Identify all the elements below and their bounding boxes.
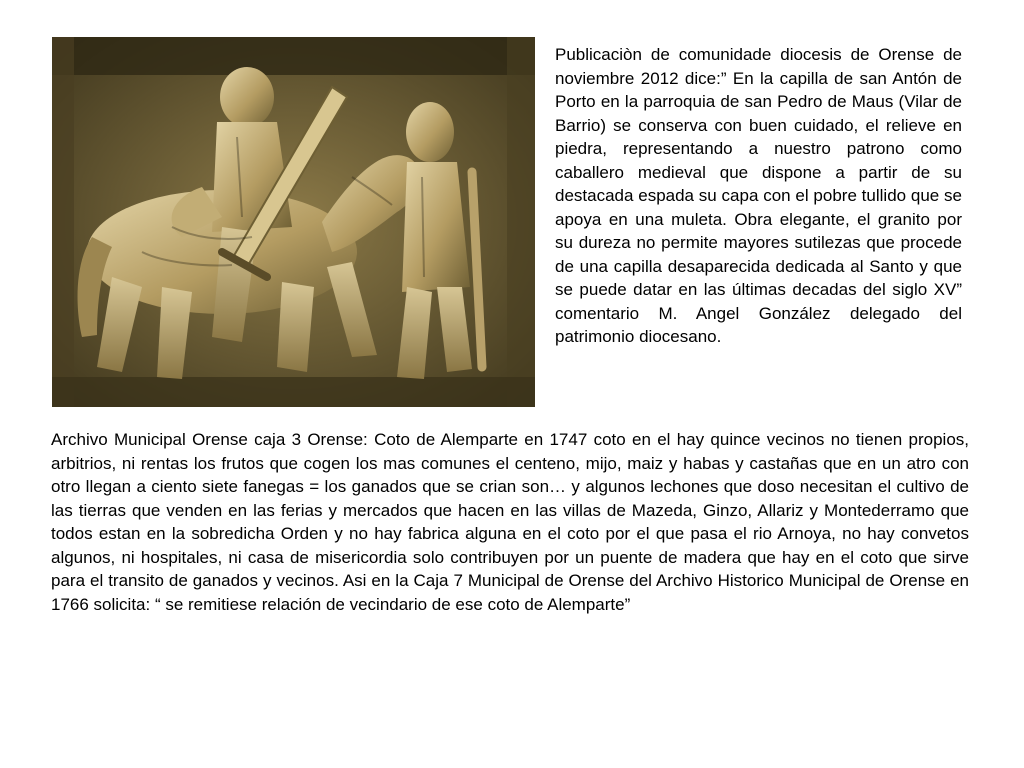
relief-description: Publicaciòn de comunidade diocesis de Orense de noviembre 2012 dice:” En la capilla de san Antón de Porto en la parroquia de san Pedro de Maus (Vilar de Barrio) se conserva con buen cuidado, el relieve en piedra, representando a nuestro patrono como caballero medieval que dispone a partir de su destacada espada su capa con el pobre tullido que se apoya en una muleta. Obra elegante, el granito por su dureza no permite mayores sutilezas que procede de una capilla desaparecida dedicada al Santo y que se puede datar en las últimas decadas del siglo XV” comentario M. Angel González delegado del patrimonio diocesano. [555,45,962,346]
stone-relief-photo [52,37,535,407]
archive-text: Archivo Municipal Orense caja 3 Orense: Coto de Alemparte en 1747 coto en el hay quince vecinos no tienen propios, arbitrios, ni rentas los frutos que cogen los mas comunes el centeno, mijo, maiz y habas y castañas que en un atro con otro llegan a ciento siete fanegas = los ganados que se crian son… y algunos lechones que doso necesitan el cultivo de las tierras que venden en las ferias y mercados que hacen en las villas de Mazeda, Ginzo, Allariz y Montederramo que todos estan en la sobredicha Orden y no hay fabrica alguna en el coto por el que pasa el rio Arnoya, no hay convetos algunos, ni hospitales, ni casa de misericordia solo contribuyen por un puente de madera que hay en el coto que sirve para el transito de ganados y vecinos. Asi en la Caja 7 Municipal de Orense del Archivo Historico Municipal de Orense en 1766 solicita: “ se remitiese relación de vecindario de ese coto de Alemparte” [51,430,969,614]
stone-relief-illustration [52,37,535,407]
